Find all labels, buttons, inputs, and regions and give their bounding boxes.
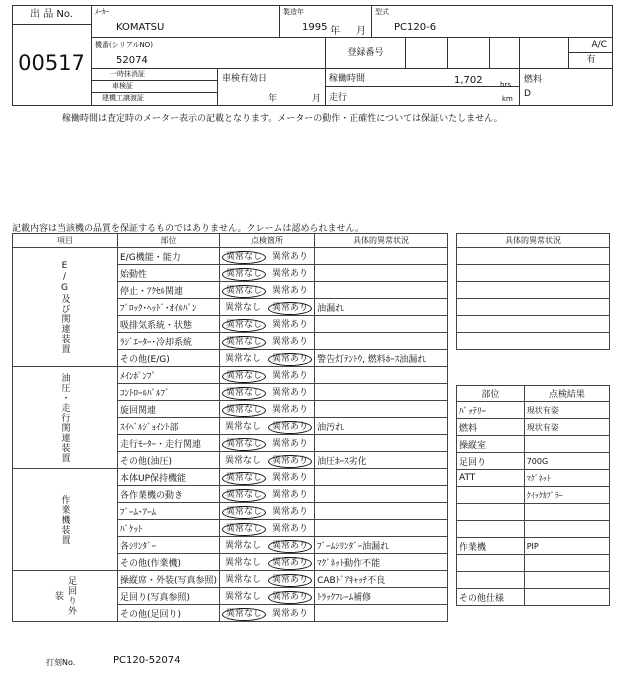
maker-label: ﾒｰｶｰ <box>95 8 109 16</box>
table-row <box>457 572 610 589</box>
part-name: 各ｼﾘﾝﾀﾞｰ <box>118 537 220 554</box>
issue-side-cell <box>457 265 610 282</box>
inspection-valid-cell <box>218 69 326 106</box>
check-cell <box>220 554 315 571</box>
table-row <box>457 299 610 316</box>
group-label: 作業機装置 <box>13 469 118 571</box>
part-name: その他(足回り) <box>118 605 220 622</box>
part-name: ｽｲﾍﾞﾙｼﾞｮｲﾝﾄ部 <box>118 418 220 435</box>
part-name: 操縦席・外装(写真参照) <box>118 571 220 588</box>
result-value: 現状有姿 <box>524 419 609 436</box>
issue-side-header: 具体的異常状況 <box>457 234 610 248</box>
item-no-cell <box>12 25 92 106</box>
issue-text <box>315 520 448 537</box>
ng-option: 異常あり <box>268 455 312 468</box>
ok-option: 異常なし <box>225 540 262 551</box>
inspection-table-body <box>13 248 448 622</box>
issue-text: CABﾄﾞｱｷｬｯﾁ不良 <box>315 571 448 588</box>
fuel-label: 燃料 <box>524 75 543 85</box>
serial-label: 機番(シリアルNO) <box>95 41 153 49</box>
check-cell <box>220 486 315 503</box>
ok-option: 異常なし <box>222 285 266 298</box>
cert-cells <box>92 69 218 106</box>
serial-cell <box>92 38 326 69</box>
ng-option: 異常あり <box>272 319 309 330</box>
ok-option: 異常なし <box>222 251 266 264</box>
ok-option: 異常なし <box>225 421 262 432</box>
reg-box-4 <box>520 38 569 69</box>
hours-value: 1,702 <box>454 75 483 86</box>
ok-option: 異常なし <box>222 438 266 451</box>
part-name: 吸排気系統・状態 <box>118 316 220 333</box>
col-item: 項目 <box>13 234 118 248</box>
result-col-part: 部位 <box>457 386 525 402</box>
ng-option: 異常あり <box>272 251 309 262</box>
result-value: PIP <box>524 538 609 555</box>
ng-option: 異常あり <box>272 438 309 449</box>
table-row <box>457 248 610 265</box>
issue-text: 油汚れ <box>315 418 448 435</box>
ok-option: 異常なし <box>225 455 262 466</box>
construction-cert: 建機工譲渡証 <box>102 94 144 102</box>
ng-option: 異常あり <box>272 268 309 279</box>
ok-option: 異常なし <box>222 489 266 502</box>
month-unit: 月 <box>356 26 366 37</box>
inspection-year-unit: 年 <box>268 94 278 104</box>
ok-option: 異常なし <box>225 353 262 364</box>
part-name: その他(作業機) <box>118 554 220 571</box>
part-name: ﾗｼﾞｴｰﾀｰ･冷却系統 <box>118 333 220 350</box>
check-cell <box>220 248 315 265</box>
group-label: E/G及び関連装置 <box>13 248 118 367</box>
model-label: 型式 <box>375 8 389 16</box>
part-name: ﾌﾞﾛｯｸ･ﾍｯﾄﾞ･ｵｲﾙﾊﾟﾝ <box>118 299 220 316</box>
issue-text: ﾏｸﾞﾈｯﾄ動作不能 <box>315 554 448 571</box>
result-part: 燃料 <box>457 419 525 436</box>
issue-text: ﾄﾗｯｸﾌﾚｰﾑ補修 <box>315 588 448 605</box>
ok-option: 異常なし <box>222 472 266 485</box>
ok-option: 異常なし <box>222 404 266 417</box>
ng-option: 異常あり <box>272 472 309 483</box>
check-cell <box>220 265 315 282</box>
ac-label: A/C <box>569 38 613 53</box>
part-name: その他(E/G) <box>118 350 220 367</box>
distance-unit: km <box>502 95 513 103</box>
issue-text <box>315 384 448 401</box>
reg-box-3 <box>490 38 520 69</box>
issue-side-cell <box>457 282 610 299</box>
fuel-value: D <box>524 89 531 99</box>
ng-option: 異常あり <box>272 608 309 619</box>
issue-text <box>315 503 448 520</box>
issue-text <box>315 282 448 299</box>
serial-value: 52074 <box>116 55 148 66</box>
table-row <box>457 333 610 350</box>
issue-side-cell <box>457 333 610 350</box>
ok-option: 異常なし <box>222 387 266 400</box>
stamp-value: PC120-52074 <box>113 655 181 666</box>
ok-option: 異常なし <box>222 268 266 281</box>
part-name: 走行ﾓｰﾀｰ・走行関連 <box>118 435 220 452</box>
year-value: 1995 <box>302 22 328 33</box>
ok-option: 異常なし <box>222 336 266 349</box>
table-row <box>457 521 610 538</box>
issue-side-cell <box>457 299 610 316</box>
col-check: 点検箇所 <box>220 234 315 248</box>
check-cell <box>220 537 315 554</box>
issue-text <box>315 265 448 282</box>
table-row <box>457 555 610 572</box>
inspection-table <box>12 233 448 622</box>
temp-permit: 一時抹消証 <box>92 69 217 81</box>
table-row <box>13 367 448 384</box>
ng-option: 異常あり <box>272 523 309 534</box>
ok-option: 異常なし <box>222 608 266 621</box>
ok-option: 異常なし <box>222 370 266 383</box>
ng-option: 異常あり <box>272 506 309 517</box>
result-part: 作業機 <box>457 538 525 555</box>
item-no-label-cell <box>12 5 92 25</box>
distance-label: 走行 <box>329 93 348 103</box>
result-value: ｸｲｯｸｶﾌﾟﾗｰ <box>524 487 609 504</box>
table-row <box>457 470 610 487</box>
check-cell <box>220 503 315 520</box>
reg-box-1 <box>406 38 448 69</box>
result-part <box>457 504 525 521</box>
result-part: ﾊﾞｯﾃﾘｰ <box>457 402 525 419</box>
result-part <box>457 521 525 538</box>
ng-option: 異常あり <box>272 489 309 500</box>
part-name: 各作業機の動き <box>118 486 220 503</box>
result-part <box>457 555 525 572</box>
part-name: 足回り(写真参照) <box>118 588 220 605</box>
check-cell <box>220 350 315 367</box>
ok-option: 異常なし <box>225 591 262 602</box>
table-row <box>457 589 610 606</box>
ng-option: 異常あり <box>268 421 312 434</box>
issue-text: 警告灯ﾃﾝﾄｳ, 燃料ﾎｰｽ油漏れ <box>315 350 448 367</box>
issue-text <box>315 333 448 350</box>
check-cell <box>220 316 315 333</box>
table-row <box>457 402 610 419</box>
check-cell <box>220 435 315 452</box>
check-cell <box>220 367 315 384</box>
result-value <box>524 436 609 453</box>
issue-text: ﾌﾞｰﾑｼﾘﾝﾀﾞｰ油漏れ <box>315 537 448 554</box>
result-value: 700G <box>524 453 609 470</box>
result-part <box>457 572 525 589</box>
col-issue: 具体的異常状況 <box>315 234 448 248</box>
result-value <box>524 589 609 606</box>
stamp-label: 打刻No. <box>46 658 76 667</box>
result-value: 現状有姿 <box>524 402 609 419</box>
result-part: その他仕様 <box>457 589 525 606</box>
model-cell <box>372 5 613 38</box>
ng-option: 異常あり <box>268 591 312 604</box>
ok-option: 異常なし <box>225 574 262 585</box>
part-name: ﾒｲﾝﾎﾟﾝﾌﾟ <box>118 367 220 384</box>
inspection-valid-label: 車検有効日 <box>222 74 268 84</box>
ok-option: 異常なし <box>225 557 262 568</box>
check-cell <box>220 401 315 418</box>
issue-text <box>315 367 448 384</box>
table-row <box>13 248 448 265</box>
ng-option: 異常あり <box>272 387 309 398</box>
issue-text <box>315 435 448 452</box>
table-row <box>457 436 610 453</box>
year-unit: 年 <box>330 26 340 37</box>
issue-text <box>315 316 448 333</box>
result-table <box>456 385 610 606</box>
ok-option: 異常なし <box>222 319 266 332</box>
issue-side-cell <box>457 316 610 333</box>
ok-option: 異常なし <box>225 302 262 313</box>
result-part: ATT <box>457 470 525 487</box>
part-name: 始動性 <box>118 265 220 282</box>
issue-side-table <box>456 233 610 350</box>
part-name: 旋回関連 <box>118 401 220 418</box>
ng-option: 異常あり <box>268 353 312 366</box>
ng-option: 異常あり <box>272 404 309 415</box>
ng-option: 異常あり <box>268 302 312 315</box>
item-no: 00517 <box>18 51 85 75</box>
table-row <box>457 265 610 282</box>
issue-text <box>315 401 448 418</box>
maker-value: KOMATSU <box>116 22 165 33</box>
check-cell <box>220 571 315 588</box>
part-name: ｺﾝﾄﾛｰﾙﾊﾞﾙﾌﾞ <box>118 384 220 401</box>
part-name: 停止・ｱｸｾﾙ関連 <box>118 282 220 299</box>
group-label: 足回り外装 <box>13 571 118 622</box>
result-value <box>524 521 609 538</box>
fuel-cell <box>520 69 613 106</box>
result-value <box>524 504 609 521</box>
ng-option: 異常あり <box>272 370 309 381</box>
ng-option: 異常あり <box>272 336 309 347</box>
table-row <box>457 487 610 504</box>
issue-text <box>315 248 448 265</box>
year-cell <box>280 5 372 38</box>
check-cell <box>220 452 315 469</box>
part-name: ﾊﾞｹｯﾄ <box>118 520 220 537</box>
check-cell <box>220 282 315 299</box>
check-cell <box>220 299 315 316</box>
issue-side-body <box>457 248 610 350</box>
table-row <box>457 316 610 333</box>
table-row <box>13 469 448 486</box>
maker-cell <box>92 5 280 38</box>
reg-label-cell <box>326 38 406 69</box>
issue-text: 油漏れ <box>315 299 448 316</box>
table-row <box>457 538 610 555</box>
table-row <box>457 419 610 436</box>
check-cell <box>220 520 315 537</box>
result-value <box>524 572 609 589</box>
reg-box-2 <box>448 38 490 69</box>
result-part: 操縦室 <box>457 436 525 453</box>
ng-option: 異常あり <box>272 285 309 296</box>
ng-option: 異常あり <box>268 557 312 570</box>
ac-cell <box>569 38 613 69</box>
table-row <box>457 453 610 470</box>
hours-unit: hrs <box>500 81 511 89</box>
model-value: PC120-6 <box>394 22 437 33</box>
issue-text <box>315 486 448 503</box>
ng-option: 異常あり <box>268 540 312 553</box>
notice-mid: 記載内容は当該機の品質を保証するものではありません。クレームは認められません。 <box>12 224 365 234</box>
result-part: 足回り <box>457 453 525 470</box>
ok-option: 異常なし <box>222 506 266 519</box>
table-row <box>457 504 610 521</box>
inspection-month-unit: 月 <box>312 94 322 104</box>
notice-top: 稼働時間は査定時のメーター表示の記載となります。メーターの動作・正確性については保証いたしません。 <box>62 114 503 124</box>
inspection-cert: 車検証 <box>92 81 217 93</box>
result-value: ﾏｸﾞﾈｯﾄ <box>524 470 609 487</box>
check-cell <box>220 418 315 435</box>
part-name: ﾌﾞｰﾑ･ｱｰﾑ <box>118 503 220 520</box>
result-table-body <box>457 402 610 606</box>
item-no-label: 出 品 No. <box>30 9 73 20</box>
result-col-result: 点検結果 <box>524 386 609 402</box>
part-name: その他(油圧) <box>118 452 220 469</box>
reg-label: 登録番号 <box>347 48 384 58</box>
ng-option: 異常あり <box>268 574 312 587</box>
year-label: 製造年 <box>283 8 304 16</box>
issue-side-cell <box>457 248 610 265</box>
table-row <box>457 282 610 299</box>
check-cell <box>220 588 315 605</box>
issue-text <box>315 469 448 486</box>
check-cell <box>220 469 315 486</box>
table-row <box>13 571 448 588</box>
group-label: 油圧・走行関連装置 <box>13 367 118 469</box>
part-name: 本体UP保持機能 <box>118 469 220 486</box>
ac-value: 有 <box>586 55 596 65</box>
part-name: E/G機能・能力 <box>118 248 220 265</box>
result-value <box>524 555 609 572</box>
hours-cell <box>326 69 520 106</box>
hours-label: 稼働時間 <box>329 74 366 84</box>
check-cell <box>220 384 315 401</box>
issue-text <box>315 605 448 622</box>
col-part: 部位 <box>118 234 220 248</box>
check-cell <box>220 333 315 350</box>
check-cell <box>220 605 315 622</box>
ok-option: 異常なし <box>222 523 266 536</box>
result-part <box>457 487 525 504</box>
issue-text: 油圧ﾎｰｽ劣化 <box>315 452 448 469</box>
